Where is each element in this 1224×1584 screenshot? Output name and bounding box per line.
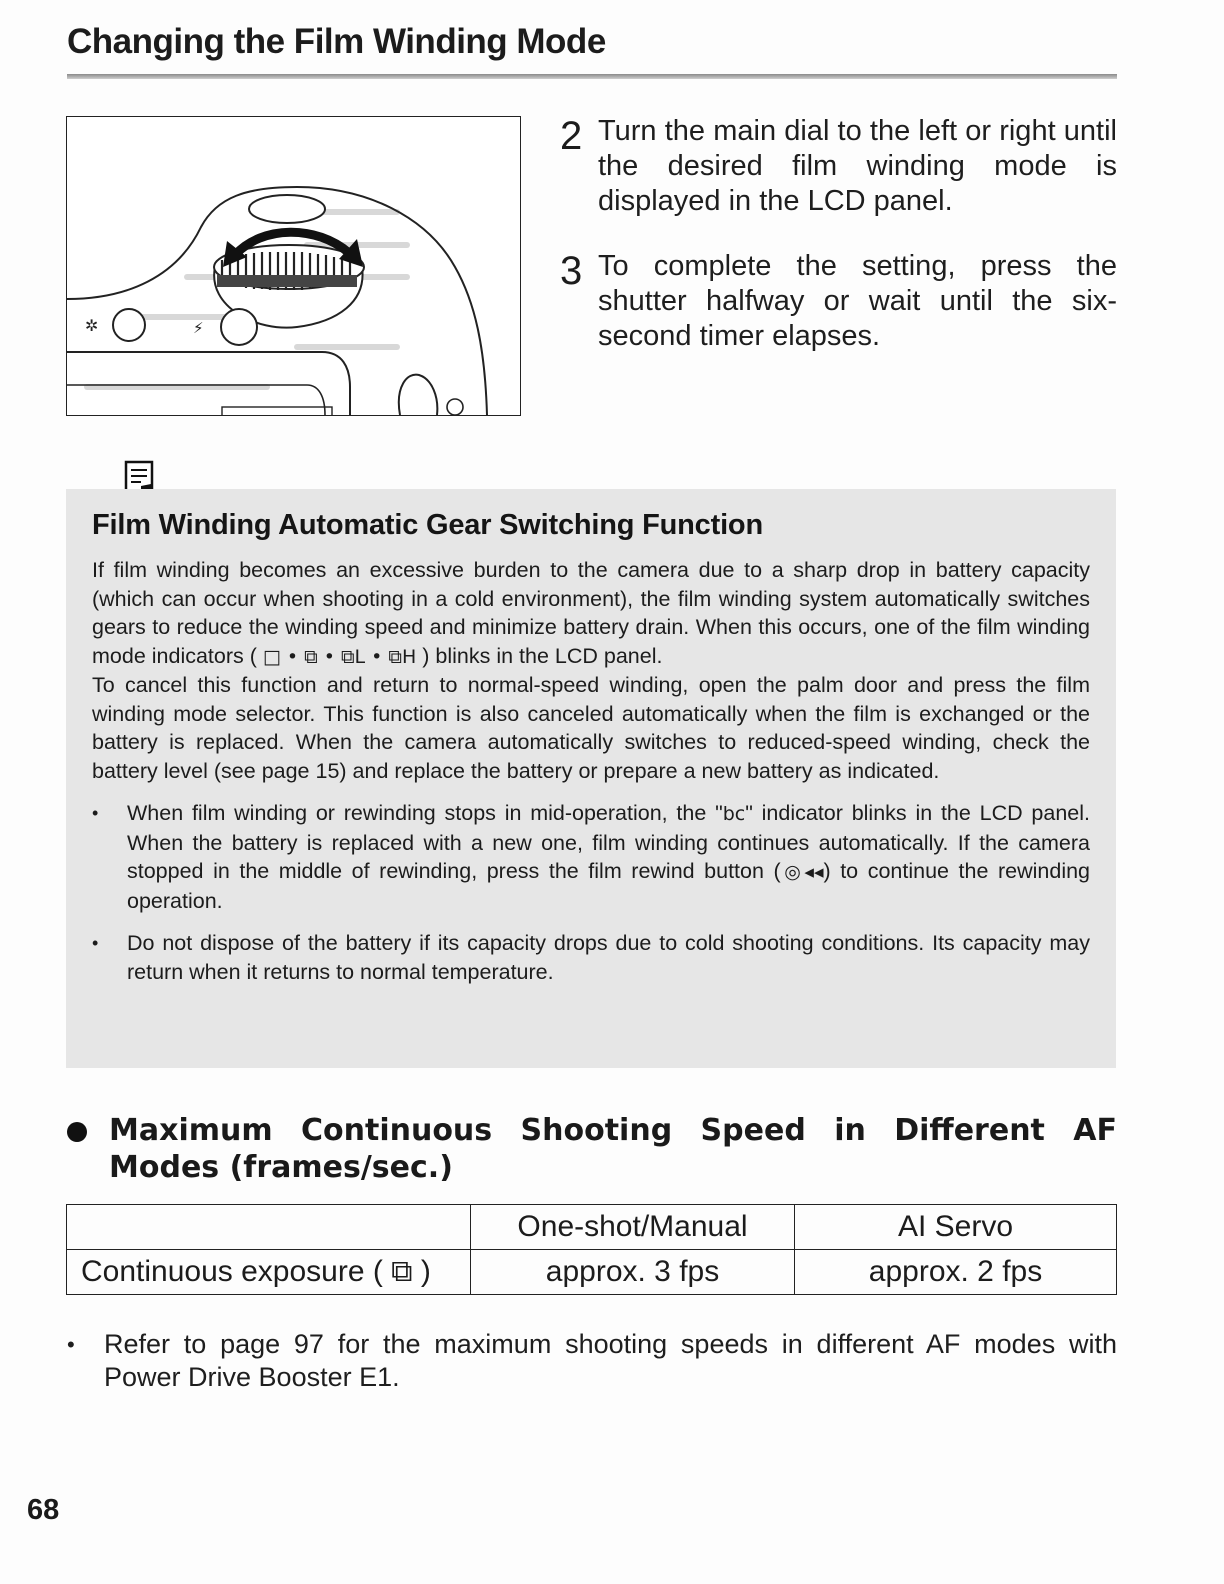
note-paragraph-2: To cancel this function and return to normal-speed winding, open the palm door and press the film winding mode selector. This function is also canceled automatically when the film is exchanged or the battery is replaced. When the camera automatically switches to reduced-speed winding, check the battery level (see page 15) and replace the battery or prepare a new battery as indicated. bbox=[92, 673, 1090, 783]
camera-dial-illustration bbox=[66, 116, 521, 416]
section-heading-text: Maximum Continuous Shooting Speed in Different AF Modes (frames/sec.) bbox=[109, 1113, 1117, 1185]
bc-indicator: bc bbox=[722, 803, 746, 825]
table-cell: approx. 3 fps bbox=[471, 1250, 795, 1295]
page-title: Changing the Film Winding Mode bbox=[67, 22, 606, 61]
winding-mode-indicators: □ • ⧉ • ⧉L • ⧉H bbox=[262, 645, 417, 668]
note-text: ) blinks in the LCD panel. bbox=[422, 643, 663, 668]
list-item bbox=[92, 799, 1090, 915]
page-number: 68 bbox=[27, 1494, 60, 1526]
bullet-text: When film winding or rewinding stops in mid-operation, the " bbox=[127, 801, 723, 825]
table-header-cell bbox=[67, 1205, 471, 1250]
title-rule bbox=[67, 74, 1117, 79]
note-heading: Film Winding Automatic Gear Switching Function bbox=[92, 509, 763, 541]
bullet-text: " indicator blinks in the LCD panel. When the battery is replaced with a new one, film winding continues automatically. If the camera stopped in the middle of rewinding, press the film rewind button ( bbox=[127, 801, 1090, 883]
step-number: 2 bbox=[560, 114, 583, 158]
bullet-icon bbox=[67, 1122, 87, 1142]
footnote: • Refer to page 97 for the maximum shooting speeds in different AF modes with Power Drive Booster E1. bbox=[67, 1328, 1117, 1394]
shooting-speed-table bbox=[66, 1204, 1117, 1295]
step-text: To complete the setting, press the shutter halfway or wait until the six-second timer elapses. bbox=[598, 250, 1117, 352]
step-2 bbox=[560, 114, 1117, 219]
table-cell: approx. 2 fps bbox=[795, 1250, 1117, 1295]
table-header-cell: AI Servo bbox=[795, 1205, 1117, 1250]
table-row-label: Continuous exposure ( ⧉ ) bbox=[67, 1250, 471, 1295]
table-row bbox=[67, 1250, 1117, 1295]
svg-text:⚡: ⚡ bbox=[193, 319, 204, 337]
note-text: If film winding becomes an excessive burden to the camera due to a sharp drop in battery capacity (which can occur when shooting in a cold environment), the film winding system automatically switches gears to reduce the winding speed and minimize battery drain. When this occurs, one of the film winding mode indicators ( bbox=[92, 558, 1090, 668]
note-paragraph-1 bbox=[92, 556, 1090, 671]
camera-top-drawing bbox=[67, 117, 520, 415]
steps-list bbox=[560, 114, 1117, 384]
svg-text:✲: ✲ bbox=[85, 316, 99, 335]
bullet-text: ) to continue the rewinding operation. bbox=[127, 859, 1091, 913]
section-heading bbox=[67, 1112, 1117, 1186]
step-3 bbox=[560, 249, 1117, 354]
table-header-row bbox=[67, 1205, 1117, 1250]
list-item: • Do not dispose of the battery if its capacity drops due to cold shooting conditions. Its capacity may return when it returns to normal temperature. bbox=[92, 929, 1090, 986]
rewind-button-icon: ◎◂◂ bbox=[780, 861, 824, 883]
table-header-cell: One-shot/Manual bbox=[471, 1205, 795, 1250]
note-bullets bbox=[92, 799, 1090, 986]
note-box bbox=[66, 489, 1116, 1068]
step-number: 3 bbox=[560, 249, 583, 293]
step-text: Turn the main dial to the left or right until the desired film winding mode is displayed in the LCD panel. bbox=[598, 115, 1117, 217]
